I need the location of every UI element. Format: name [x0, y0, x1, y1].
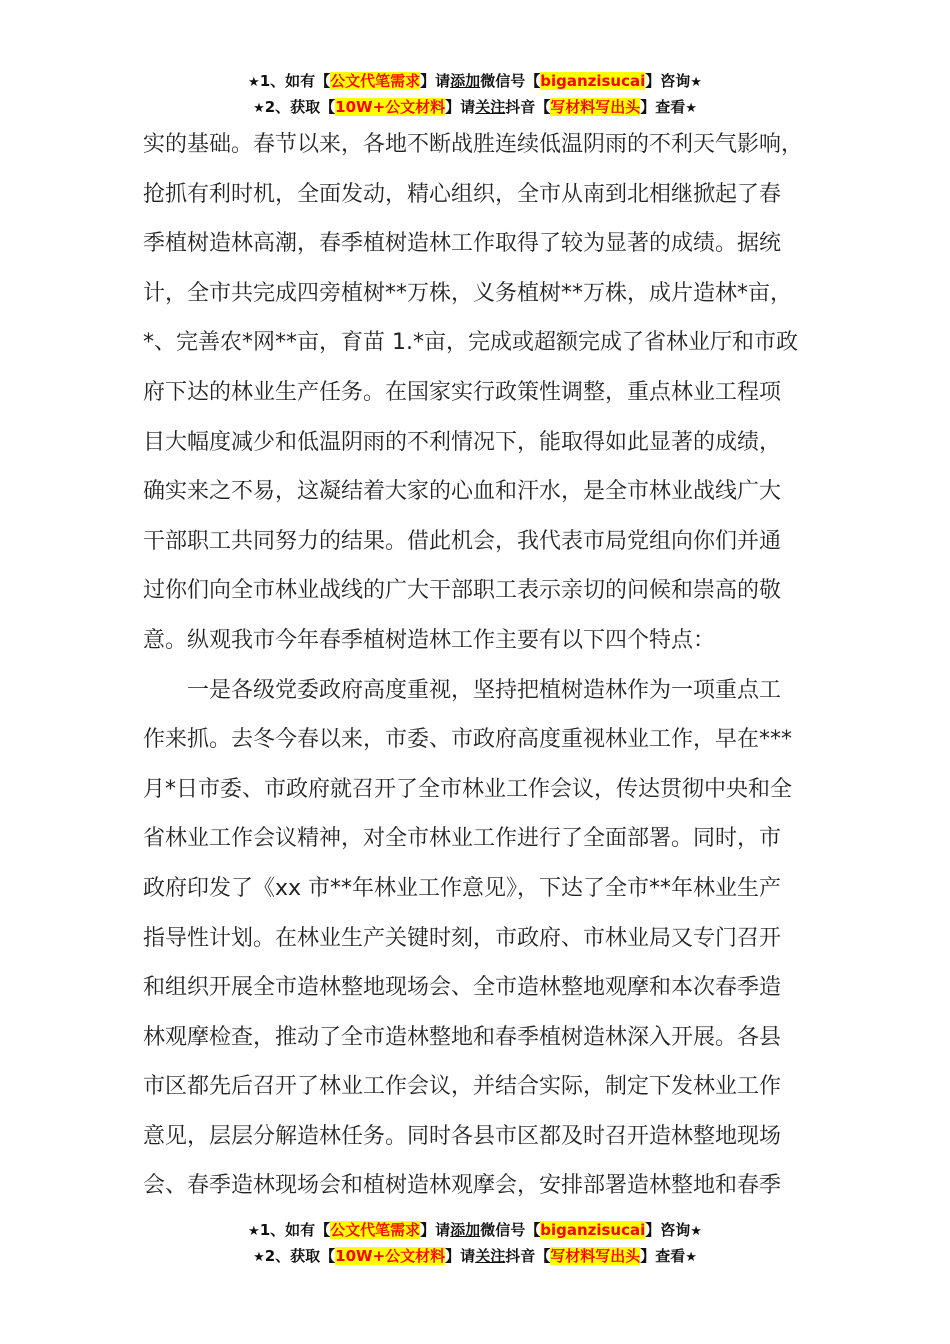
body-line: 季植树造林高潮，春季植树造林工作取得了较为显著的成绩。据统 — [143, 231, 782, 257]
banner-text: 微信号【 — [480, 1221, 541, 1239]
banner-text: 】请 — [420, 72, 451, 90]
banner-text: 】咨询 — [645, 72, 691, 90]
underlined-text: 添加 — [450, 1221, 481, 1239]
body-line: 意。纵观我市今年春季植树造林工作主要有以下四个特点： — [143, 627, 716, 653]
highlight-text: 10W+公文材料 — [335, 98, 446, 116]
body-line: 会、春季造林现场会和植树造林观摩会，安排部署造林整地和春季 — [143, 1173, 782, 1199]
banner-text: 】请 — [445, 1247, 476, 1265]
body-line: 月*日市委、市政府就召开了全市林业工作会议，传达贯彻中央和全 — [143, 776, 793, 802]
body-line: 省林业工作会议精神，对全市林业工作进行了全面部署。同时，市 — [143, 826, 782, 852]
banner-text: 2、获取【 — [264, 1247, 336, 1265]
underlined-text: 添加 — [450, 72, 481, 90]
body-line: 作来抓。去冬今春以来，市委、市政府高度重视林业工作，早在*** — [143, 727, 793, 753]
body-line: 指导性计划。在林业生产关键时刻，市政府、市林业局又专门召开 — [143, 925, 782, 951]
body-line: 一是各级党委政府高度重视，坚持把植树造林作为一项重点工 — [143, 677, 782, 703]
star-icon: ★ — [253, 101, 265, 116]
banner-text: 抖音【 — [505, 98, 551, 116]
douyin-highlight: 写材料写出头 — [550, 98, 641, 116]
star-icon: ★ — [690, 75, 702, 90]
document-body — [143, 120, 811, 1211]
body-line: 市区都先后召开了林业工作会议，并结合实际，制定下发林业工作 — [143, 1074, 782, 1100]
star-icon: ★ — [253, 1250, 265, 1265]
body-line: 抢抓有利时机，全面发动，精心组织，全市从南到北相继掀起了春 — [143, 181, 782, 207]
wechat-id-highlight: biganzisucai — [540, 72, 646, 90]
douyin-highlight: 写材料写出头 — [550, 1247, 641, 1265]
banner-text: 2、获取【 — [264, 98, 336, 116]
star-icon: ★ — [690, 1224, 702, 1239]
underlined-text: 关注 — [475, 98, 506, 116]
body-line: *、完善农*网**亩，育苗 1.*亩，完成或超额完成了省林业厅和市政 — [143, 330, 798, 356]
banner-text: 】查看 — [640, 1247, 686, 1265]
banner-text: 1、如有【 — [259, 1221, 331, 1239]
underlined-text: 关注 — [475, 1247, 506, 1265]
wechat-id-highlight: biganzisucai — [540, 1221, 646, 1239]
highlight-text: 公文代笔需求 — [330, 1221, 421, 1239]
banner-line-2 — [0, 95, 950, 121]
body-line: 目大幅度减少和低温阴雨的不利情况下，能取得如此显著的成绩， — [143, 429, 782, 455]
star-icon: ★ — [248, 75, 260, 90]
banner-text: 】请 — [420, 1221, 451, 1239]
body-line: 干部职工共同努力的结果。借此机会，我代表市局党组向你们并通 — [143, 528, 782, 554]
banner-line-1 — [0, 69, 950, 95]
body-line: 意见，层层分解造林任务。同时各县市区都及时召开造林整地现场 — [143, 1123, 782, 1149]
body-line: 林观摩检查，推动了全市造林整地和春季植树造林深入开展。各县 — [143, 1024, 782, 1050]
body-line: 实的基础。春节以来，各地不断战胜连续低温阴雨的不利天气影响， — [143, 132, 804, 157]
star-icon: ★ — [685, 1250, 697, 1265]
banner-text: 】请 — [445, 98, 476, 116]
body-line: 政府印发了《xx 市**年林业工作意见》，下达了全市**年林业生产 — [143, 875, 782, 901]
banner-line-1 — [0, 1218, 950, 1244]
footer-banner — [0, 1218, 950, 1270]
banner-line-2 — [0, 1244, 950, 1270]
highlight-text: 10W+公文材料 — [335, 1247, 446, 1265]
body-line: 过你们向全市林业战线的广大干部职工表示亲切的问候和崇高的敬 — [143, 578, 782, 604]
banner-text: 1、如有【 — [259, 72, 331, 90]
body-line: 府下达的林业生产任务。在国家实行政策性调整，重点林业工程项 — [143, 379, 782, 405]
highlight-text: 公文代笔需求 — [330, 72, 421, 90]
star-icon: ★ — [685, 101, 697, 116]
star-icon: ★ — [248, 1224, 260, 1239]
header-banner — [0, 69, 950, 121]
body-line: 和组织开展全市造林整地现场会、全市造林整地观摩和本次春季造 — [143, 975, 782, 1001]
banner-text: 】咨询 — [645, 1221, 691, 1239]
body-line: 计，全市共完成四旁植树**万株，义务植树**万株，成片造林*亩， — [143, 280, 793, 306]
body-line: 确实来之不易，这凝结着大家的心血和汗水，是全市林业战线广大 — [143, 479, 782, 505]
banner-text: 】查看 — [640, 98, 686, 116]
banner-text: 抖音【 — [505, 1247, 551, 1265]
banner-text: 微信号【 — [480, 72, 541, 90]
